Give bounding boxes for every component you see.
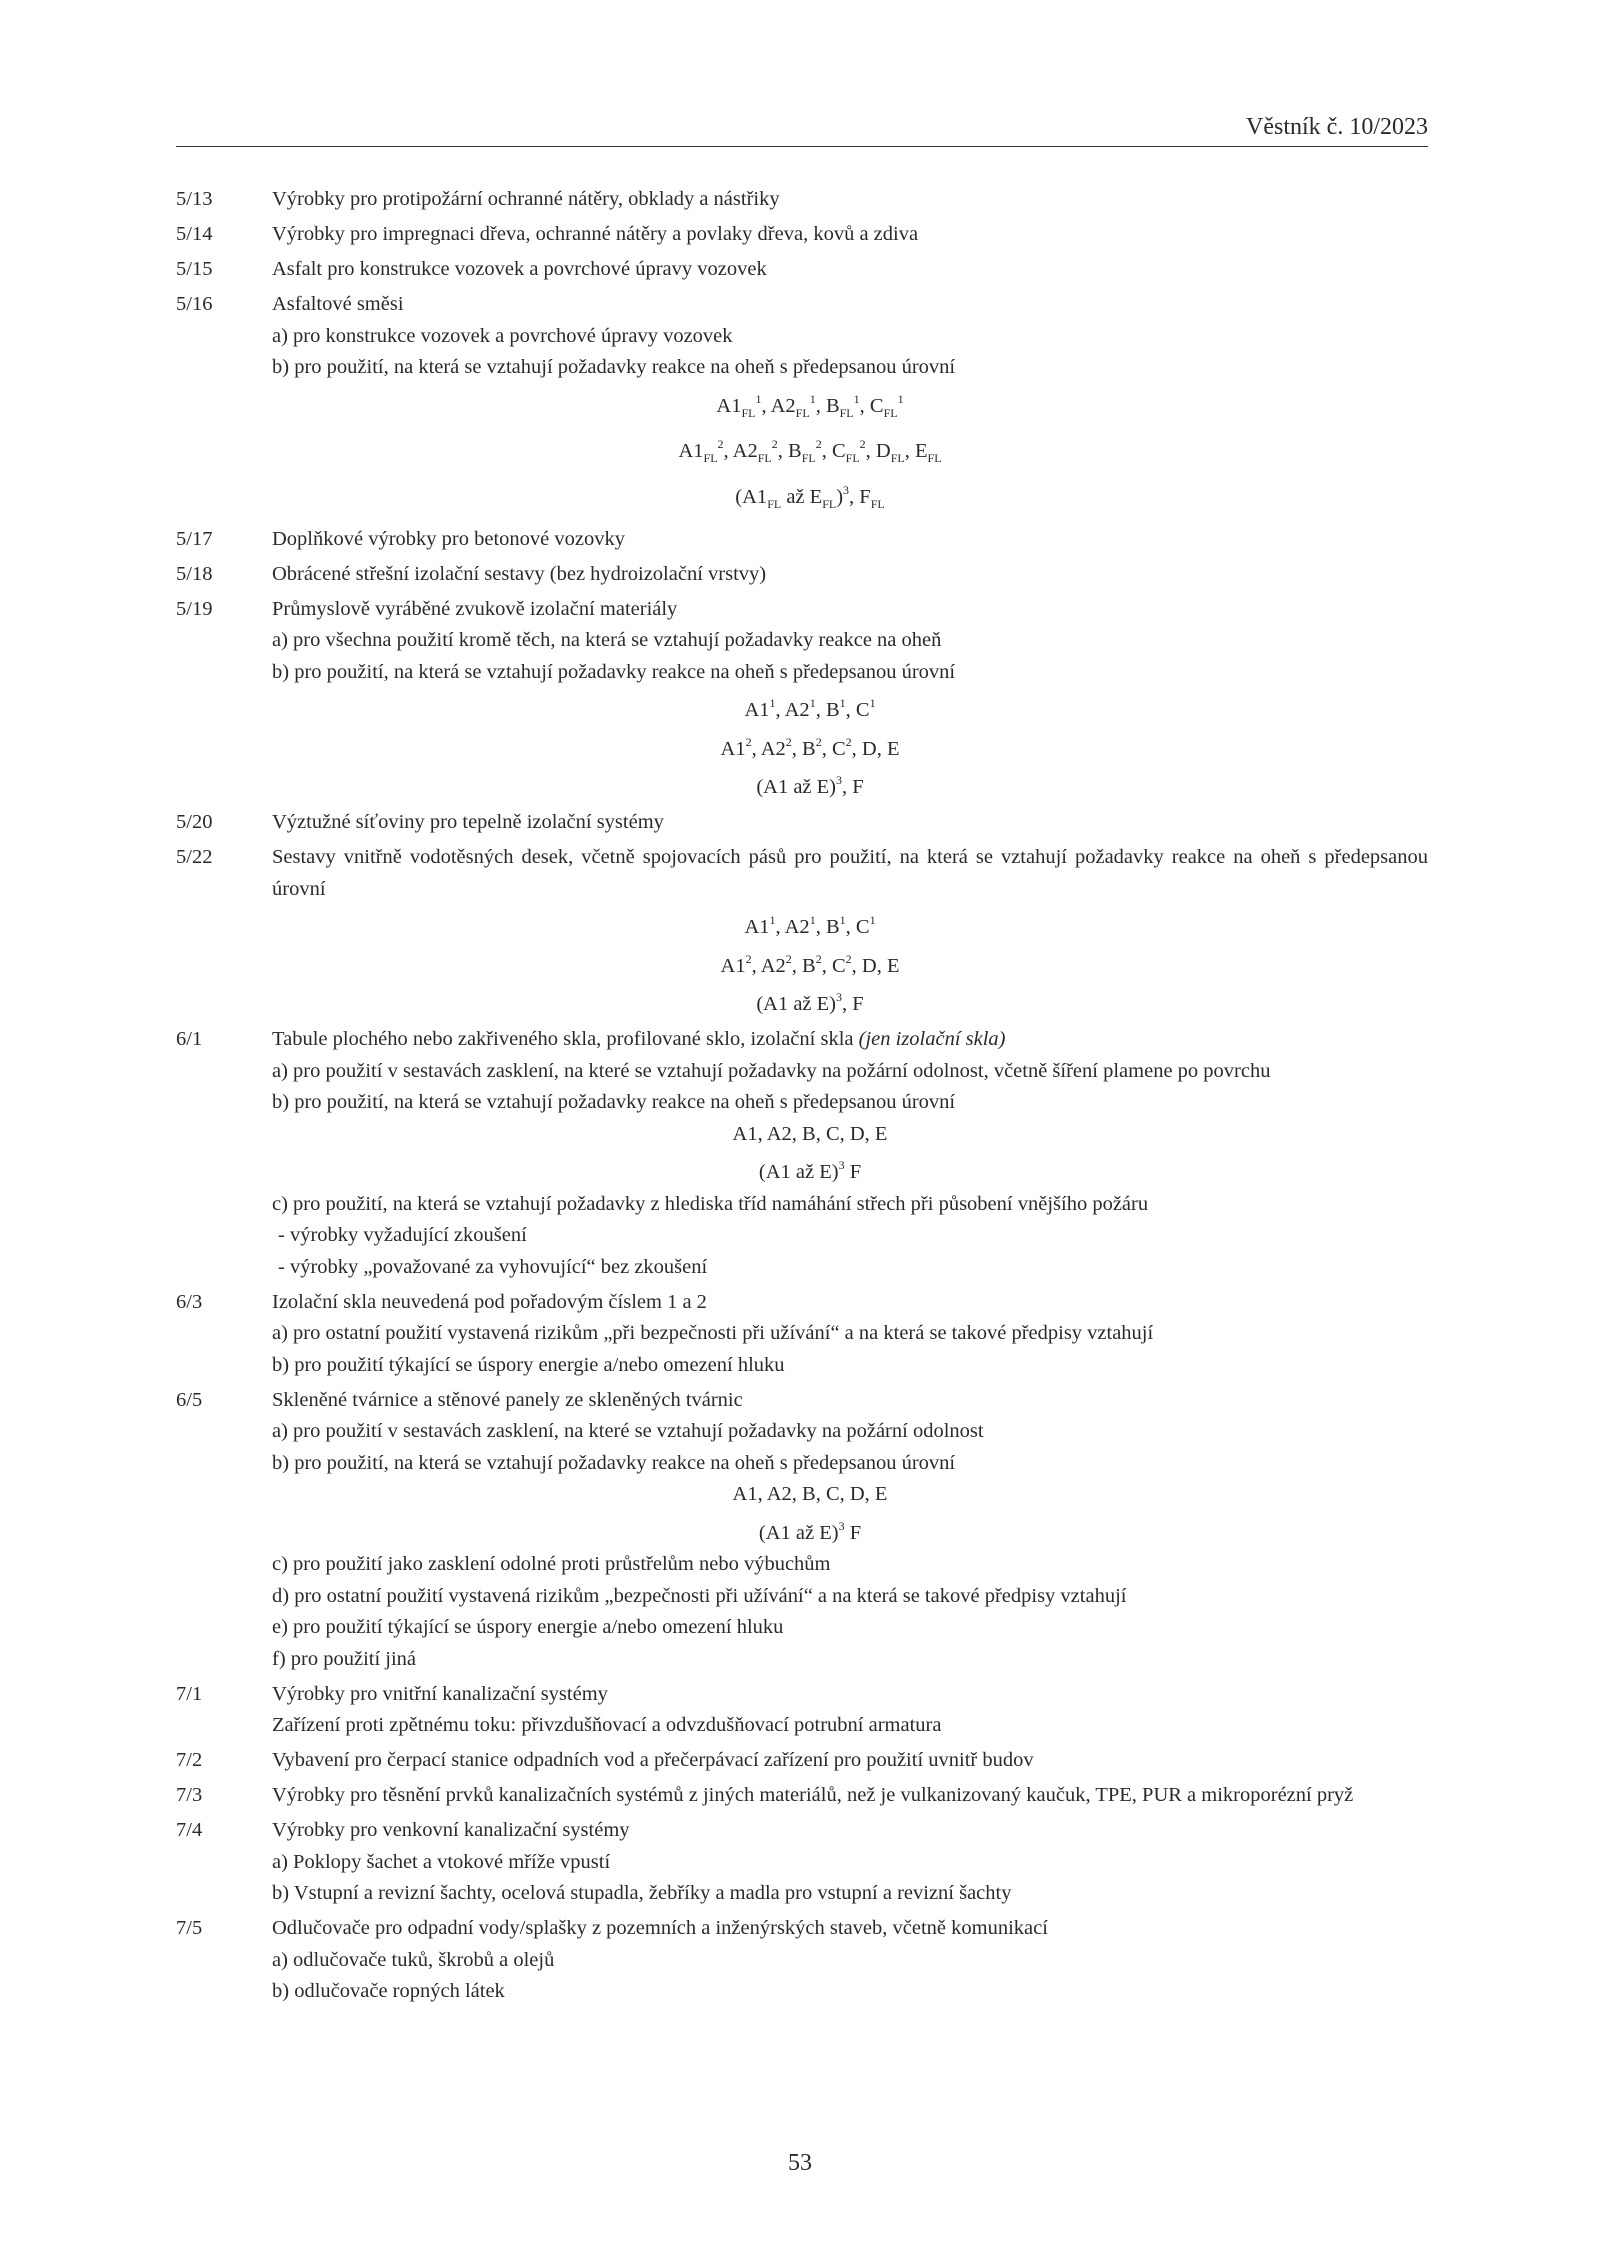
entry-title: Doplňkové výrobky pro betonové vozovky [272, 527, 625, 550]
entry-7-1 [176, 1679, 1428, 1742]
sub-item-b: b) pro použití, na která se vztahují požadavky reakce na oheň s předepsanou úrovní [272, 660, 956, 683]
entry-title: Výztužné síťoviny pro tepelně izolační systémy [272, 811, 664, 833]
entry-title: Průmyslově vyráběné zvukově izolační materiály [272, 597, 678, 620]
entry-7-2 [176, 1745, 1428, 1777]
fire-class-line-1: A1, A2, B, C, D, E [732, 1483, 888, 1505]
fire-class-line-2: (A1 až E)$^3$ F [758, 1518, 862, 1544]
entry-title: Výrobky pro venkovní kanalizační systémy [272, 1819, 630, 1841]
entry-5-17 [176, 524, 1428, 556]
sub-item-a: a) pro všechna použití kromě těch, na která se vztahují požadavky reakce na oheň [272, 629, 942, 651]
sub-item-b: b) pro použití týkající se úspory energie a/nebo omezení hluku [272, 1353, 785, 1376]
entry-5-13 [176, 184, 1428, 216]
page-header [176, 112, 1428, 142]
sub-item-a: a) pro použití v sestavách zasklení, na které se vztahují požadavky na požární odolnost, včetně šíření plamene po povrchu [272, 1059, 1271, 1082]
fire-class-line-3: (A1 až E)$^3$, F [756, 773, 864, 798]
sub-item-e: e) pro použití týkající se úspory energie a/nebo omezení hluku [272, 1616, 784, 1638]
entry-title: Izolační skla neuvedená pod pořadovým číslem 1 a 2 [272, 1290, 707, 1313]
entry-5-15 [176, 254, 1428, 286]
entry-title: Asfaltové směsi [272, 293, 404, 315]
entry-title: Vybavení pro čerpací stanice odpadních vod a přečerpávací zařízení pro použití uvnitř budov [272, 1749, 1034, 1771]
sub-item-a: a) pro ostatní použití vystavená rizikům „při bezpečnosti při užívání“ a na která se takové předpisy vztahují [272, 1322, 1154, 1344]
sub-item-d: d) pro ostatní použití vystavená rizikům „bezpečnosti při užívání“ a na která se takové předpisy vztahují [272, 1584, 1127, 1607]
document-body [176, 184, 1428, 2011]
entry-number: 6/3 [176, 1290, 203, 1313]
sub-item-b: b) pro použití, na která se vztahují požadavky reakce na oheň s předepsanou úrovní [272, 356, 956, 378]
fire-class-line-1: $A1_{FL}^1$, $A2_{FL}^1$, $B_{FL}^1$, $C_{FL}^1$ [716, 391, 904, 420]
sub-item-c: c) pro použití, na která se vztahují požadavky z hlediska tříd namáhání střech při působení vnějšího požáru [272, 1192, 1149, 1215]
fire-class-line-2: $A1^2$, $A2^2$, $B^2$, $C^2$, D, E [720, 734, 900, 760]
entry-number: 7/2 [176, 1749, 203, 1771]
entry-title: Výrobky pro protipožární ochranné nátěry, obklady a nástřiky [272, 188, 780, 210]
entry-7-3 [176, 1780, 1428, 1812]
header-rule [176, 146, 1428, 147]
entry-5-14 [176, 219, 1428, 251]
entry-5-16 [176, 289, 1428, 520]
entry-6-5 [176, 1385, 1428, 1676]
entry-5-22 [176, 842, 1428, 1021]
fire-class-line-1: $A1^1$, $A2^1$, $B^1$, $C^1$ [744, 913, 876, 938]
entry-6-1 [176, 1024, 1428, 1283]
entry-number: 5/14 [176, 223, 213, 245]
sub-item-b: b) pro použití, na která se vztahují požadavky reakce na oheň s předepsanou úrovní [272, 1091, 956, 1113]
entry-number: 5/16 [176, 293, 213, 315]
entry-title: Odlučovače pro odpadní vody/splašky z pozemních a inženýrských staveb, včetně komunikací [272, 1917, 1048, 1939]
header-title: Věstník č. 10/2023 [1246, 114, 1428, 140]
sub-item-b: b) pro použití, na která se vztahují požadavky reakce na oheň s předepsanou úrovní [272, 1451, 956, 1474]
entry-7-5 [176, 1913, 1428, 2008]
entry-title: Obrácené střešní izolační sestavy (bez hydroizolační vrstvy) [272, 562, 767, 585]
entry-number: 6/5 [176, 1388, 203, 1411]
entry-number: 7/4 [176, 1819, 203, 1841]
fire-class-line-3: (A1 až E)$^3$, F [756, 990, 864, 1015]
entry-title: Výrobky pro těsnění prvků kanalizačních systémů z jiných materiálů, než je vulkanizovaný kaučuk, TPE, PUR a mikroporézní pryž [272, 1784, 1354, 1806]
sub-item-c-dash-2: - výrobky „považované za vyhovující“ bez zkoušení [278, 1255, 708, 1278]
page-number: 53 [788, 2150, 812, 2176]
fire-class-line-1: $A1^1$, $A2^1$, $B^1$, $C^1$ [744, 696, 876, 721]
entry-number: 5/22 [176, 846, 213, 868]
fire-class-line-2: $A1^2$, $A2^2$, $B^2$, $C^2$, D, E [720, 951, 900, 977]
entry-title: Výrobky pro impregnaci dřeva, ochranné nátěry a povlaky dřeva, kovů a zdiva [272, 223, 919, 245]
entry-title: Výrobky pro vnitřní kanalizační systémy [272, 1682, 608, 1705]
entry-number: 5/17 [176, 527, 213, 550]
sub-item-a: a) Poklopy šachet a vtokové mříže vpustí [272, 1850, 611, 1873]
entry-title: Skleněné tvárnice a stěnové panely ze skleněných tvárnic [272, 1388, 743, 1411]
sub-item-f: f) pro použití jiná [272, 1647, 417, 1670]
entry-number: 5/15 [176, 258, 213, 280]
entry-5-20 [176, 807, 1428, 839]
entry-number: 7/1 [176, 1682, 203, 1705]
entry-7-4 [176, 1815, 1428, 1910]
entry-number: 5/20 [176, 811, 213, 833]
entry-title: Sestavy vnitřně vodotěsných desek, včetně spojovacích pásů pro použití, na která se vztahují požadavky reakce na oheň s předepsanou úrovní [272, 846, 1428, 900]
fire-class-line-1: A1, A2, B, C, D, E [732, 1122, 888, 1145]
entry-number: 7/3 [176, 1784, 203, 1806]
fire-class-line-3: ($A1_{FL}$ až $E_{FL})^3$, $F_{FL}$ [735, 482, 885, 511]
entry-number: 5/13 [176, 188, 213, 210]
entry-title: Asfalt pro konstrukce vozovek a povrchové úpravy vozovek [272, 258, 767, 280]
entry-title-note: (jen izolační skla) [858, 1028, 1006, 1050]
sub-item-c: c) pro použití jako zasklení odolné proti průstřelům nebo výbuchům [272, 1553, 831, 1575]
entry-5-19 [176, 594, 1428, 804]
fire-class-line-2: $A1_{FL}^2$, $A2_{FL}^2$, $B_{FL}^2$, $C_{FL}^2$, $D_{FL}$, $E_{FL}$ [678, 437, 942, 465]
sub-item-a: a) pro použití v sestavách zasklení, na které se vztahují požadavky na požární odolnost [272, 1420, 984, 1442]
entry-number: 6/1 [176, 1028, 203, 1050]
sub-item-c-dash-1: - výrobky vyžadující zkoušení [278, 1224, 527, 1246]
sub-item-a: a) odlučovače tuků, škrobů a olejů [272, 1948, 555, 1971]
entry-number: 5/18 [176, 562, 213, 585]
entry-6-3 [176, 1287, 1428, 1382]
fire-class-line-2: (A1 až E)$^3$ F [758, 1158, 862, 1183]
sub-item-a: a) pro konstrukce vozovek a povrchové úpravy vozovek [272, 324, 733, 347]
sub-item-b: b) Vstupní a revizní šachty, ocelová stupadla, žebříky a madla pro vstupní a revizní šachty [272, 1882, 1012, 1904]
entry-number: 7/5 [176, 1917, 203, 1939]
entry-number: 5/19 [176, 597, 213, 620]
entry-subtitle: Zařízení proti zpětnému toku: přivzdušňovací a odvzdušňovací potrubní armatura [272, 1714, 942, 1736]
entry-5-18 [176, 559, 1428, 591]
entry-title: Tabule plochého nebo zakřiveného skla, profilované sklo, izolační skla (jen izolační skla) [272, 1028, 1006, 1050]
sub-item-b: b) odlučovače ropných látek [272, 1980, 505, 2002]
